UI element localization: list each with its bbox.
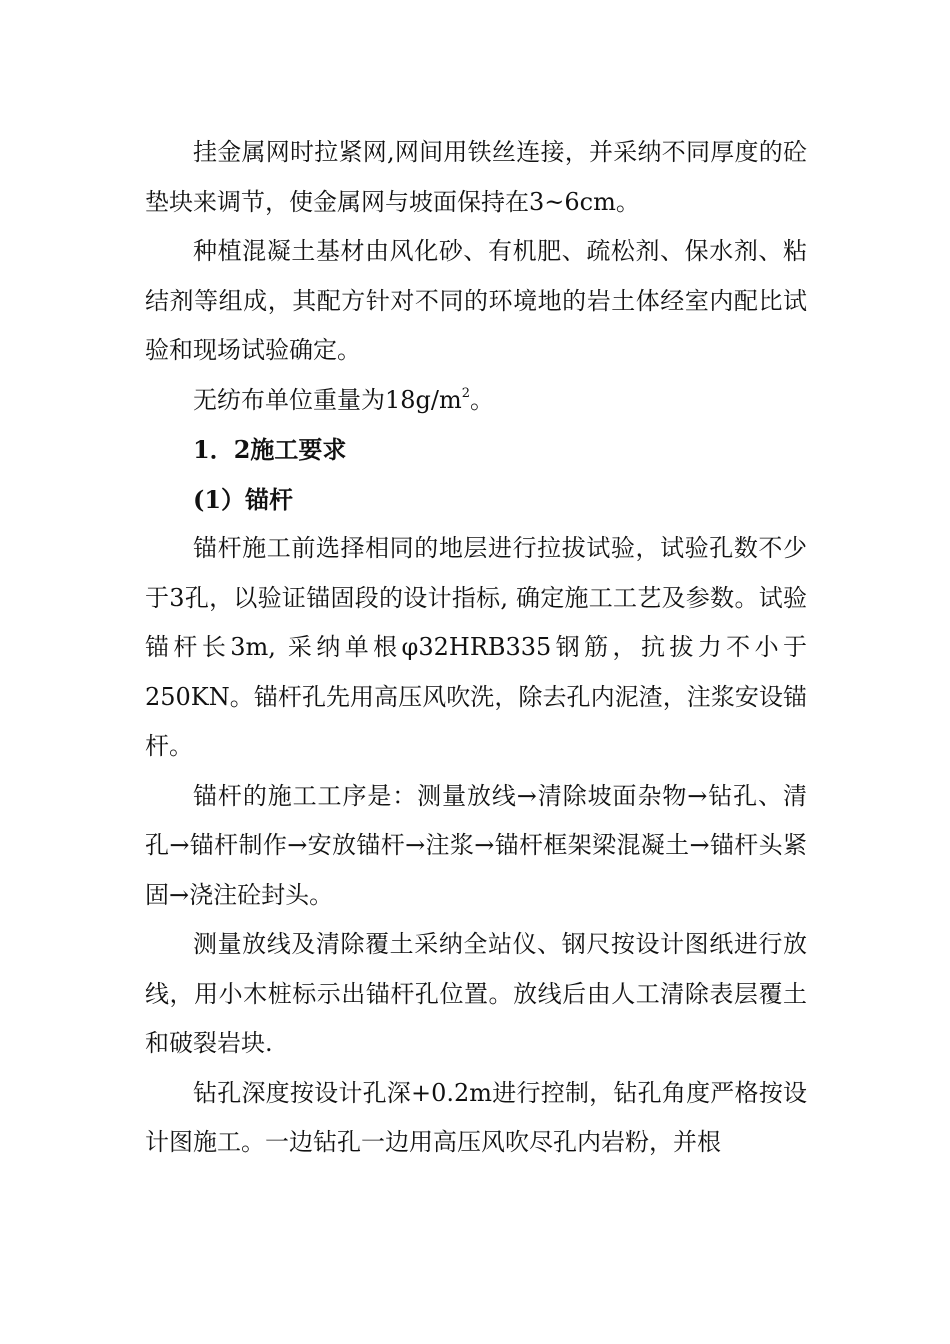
document-body bbox=[145, 128, 807, 1168]
paragraph-nonwoven-weight bbox=[145, 376, 807, 426]
paragraph-metal-mesh: 挂金属网时拉紧网,网间用铁丝连接，并采纳不同厚度的砼垫块来调节，使金属网与坡面保持在3~6cm。 bbox=[145, 138, 807, 216]
paragraph-planting-concrete: 种植混凝土基材由风化砂、有机肥、疏松剂、保水剂、粘结剂等组成，其配方针对不同的环境地的岩土体经室内配比试验和现场试验确定。 bbox=[145, 237, 807, 364]
section-heading-construction-requirements: 1．2施工要求 bbox=[193, 435, 347, 464]
paragraph-survey-layout: 测量放线及清除覆土采纳全站仪、钢尺按设计图纸进行放线，用小木桩标示出锚杆孔位置。放线后由人工清除表层覆土和破裂岩块. bbox=[145, 930, 807, 1057]
paragraph-pull-test: 锚杆施工前选择相同的地层进行拉拔试验，试验孔数不少于3孔，以验证锚固段的设计指标, 确定施工工艺及参数。试验锚杆长3m, 采纳单根φ32HRB335钢筋，抗拔力不小于250KN。锚杆孔先用高压风吹洗，除去孔内泥渣，注浆安设锚杆。 bbox=[145, 534, 807, 760]
nonwoven-weight-end: 。 bbox=[470, 385, 495, 414]
paragraph-drilling-depth: 钻孔深度按设计孔深+0.2m进行控制，钻孔角度严格按设计图施工。一边钻孔一边用高压风吹尽孔内岩粉，并根 bbox=[145, 1078, 807, 1156]
paragraph-construction-sequence: 锚杆的施工工序是：测量放线→清除坡面杂物→钻孔、清孔→锚杆制作→安放锚杆→注浆→锚杆框架梁混凝土→锚杆头紧固→浇注砼封头。 bbox=[145, 781, 807, 909]
subsection-heading-anchor-bolt: (1）锚杆 bbox=[193, 484, 294, 514]
nonwoven-weight-text: 无纺布单位重量为18g/m bbox=[193, 385, 462, 414]
unit-exponent: 2 bbox=[461, 385, 471, 401]
